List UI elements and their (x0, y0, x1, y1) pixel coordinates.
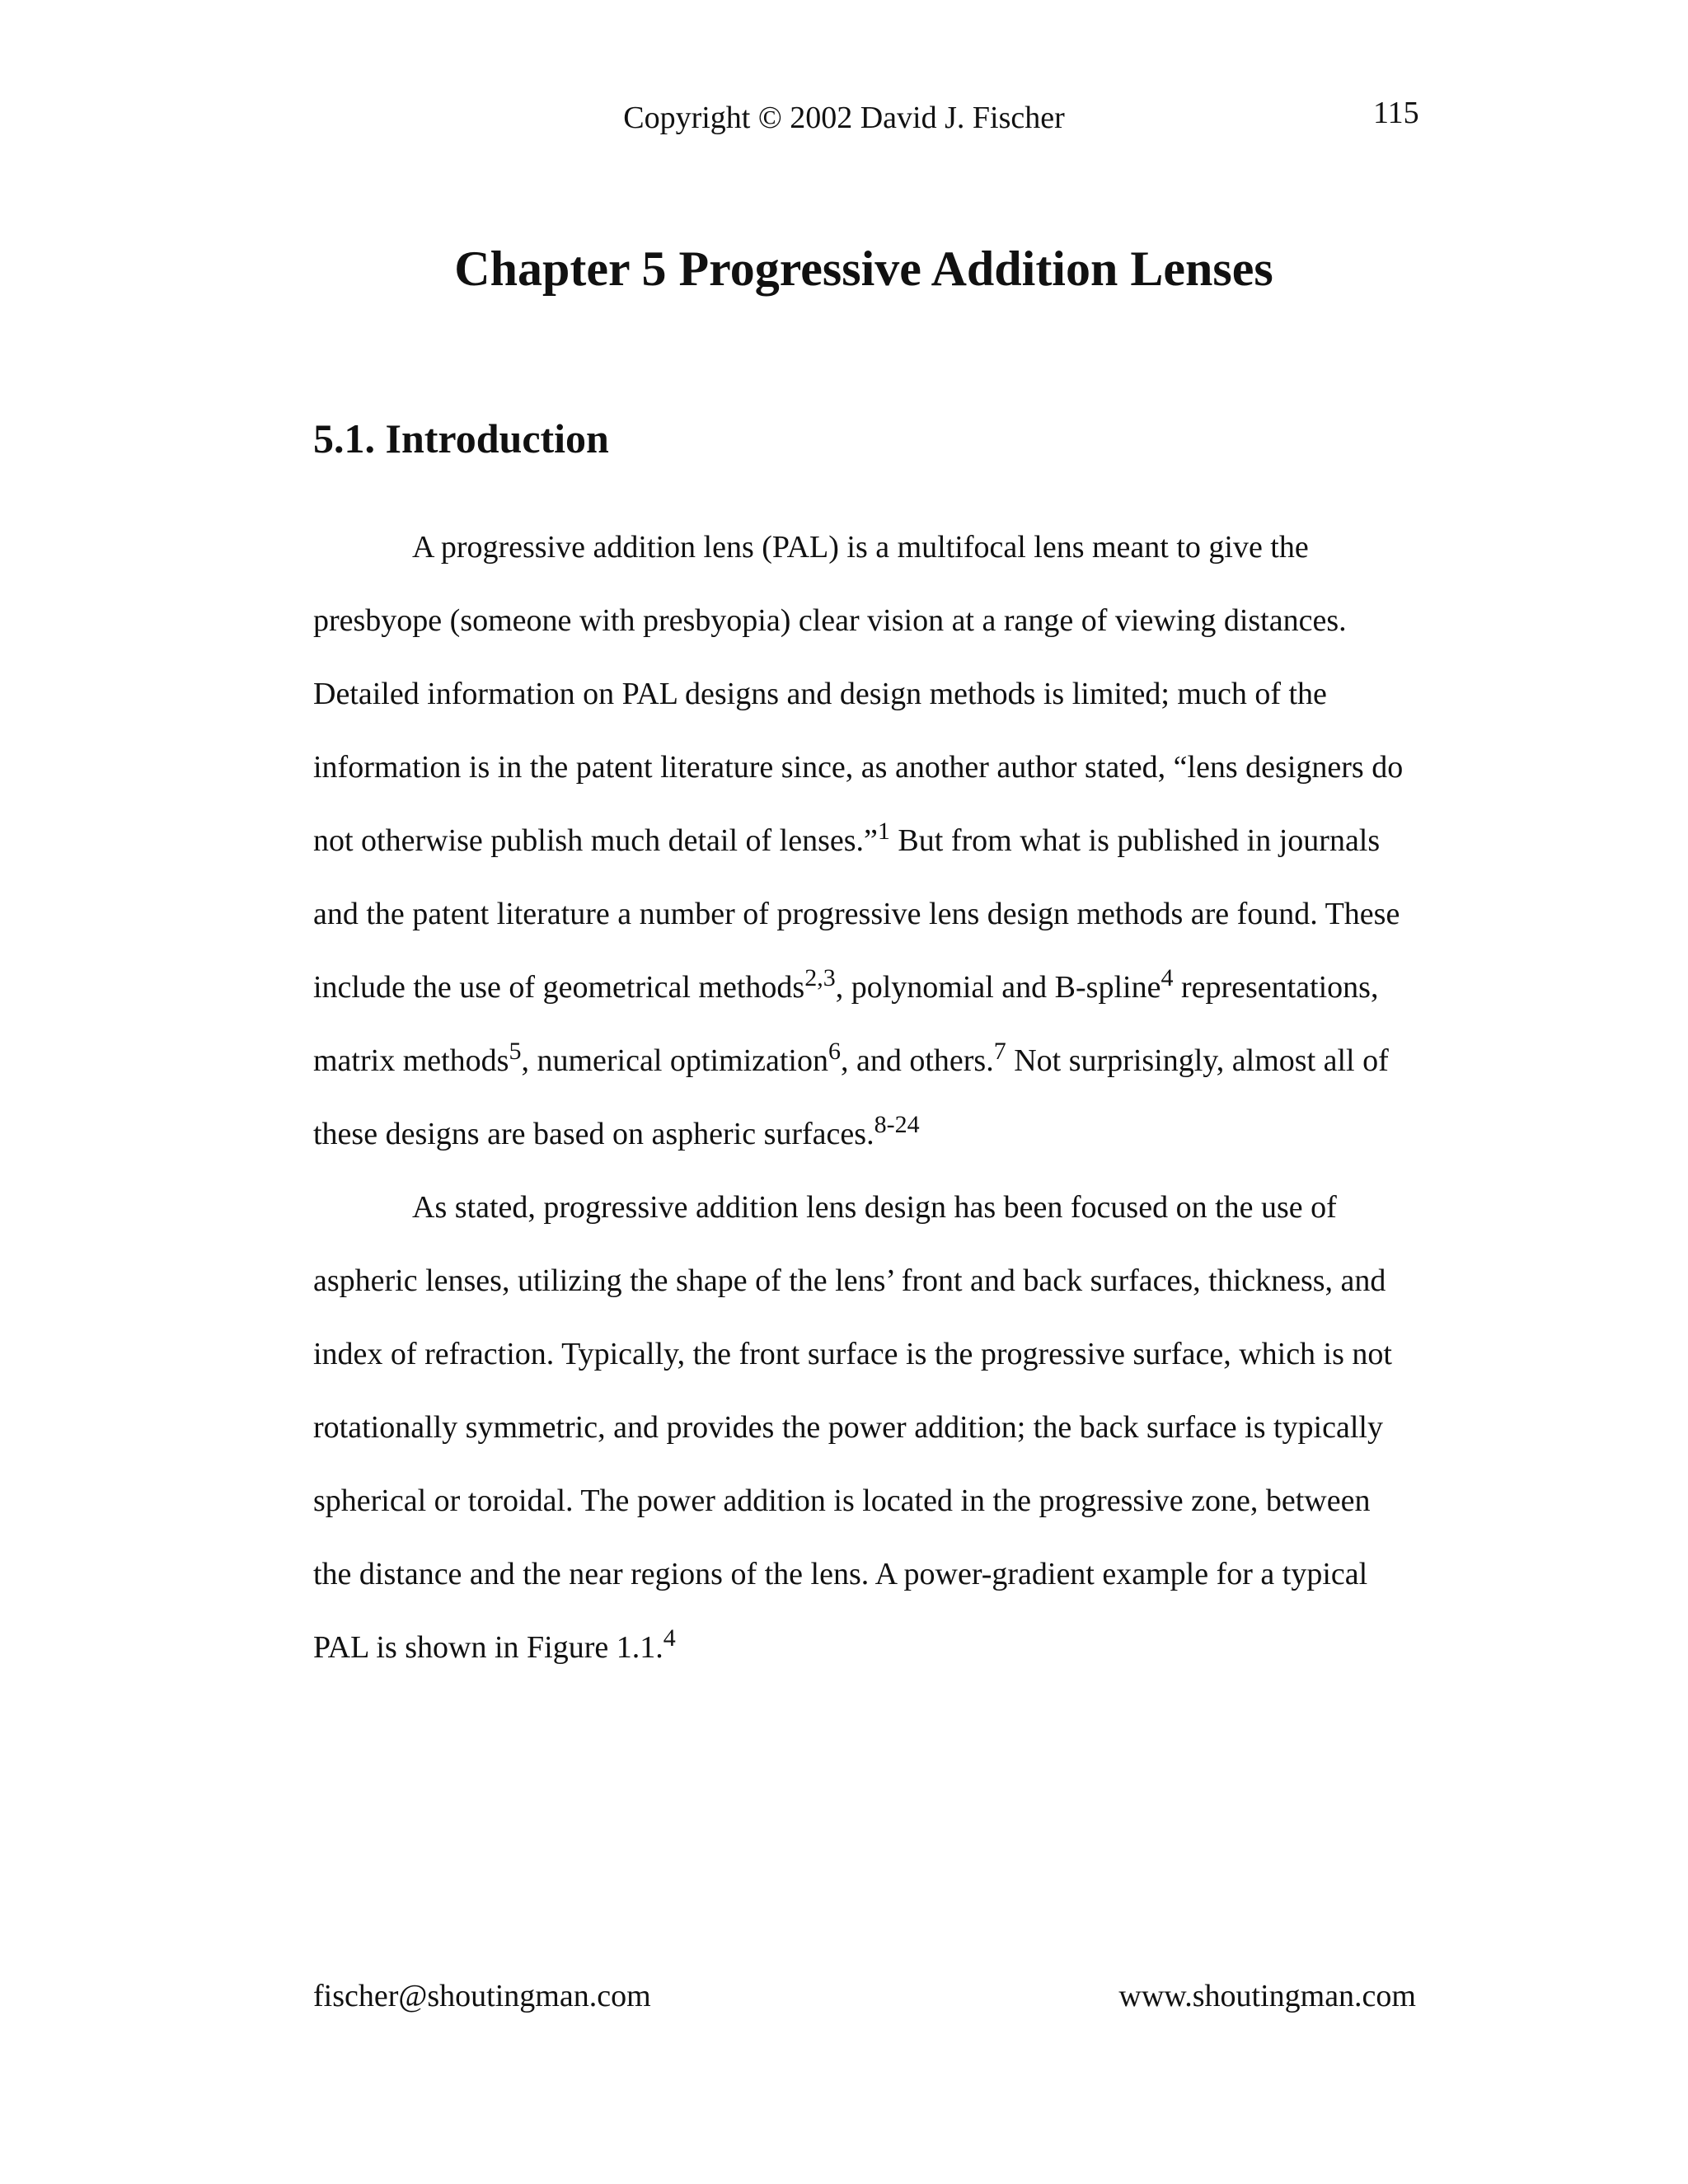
text-line (313, 1391, 1422, 1465)
body-text (313, 511, 1422, 1685)
text-run: rotationally symmetric, and provides the power addition; the back surface is typically (313, 1410, 1383, 1445)
text-run: , and others. (840, 1043, 994, 1078)
footnote-ref: 7 (993, 1038, 1006, 1065)
text-run: presbyope (someone with presbyopia) clear vision at a range of viewing distances. (313, 603, 1347, 638)
footnote-ref: 1 (877, 818, 890, 845)
text-run: Detailed information on PAL designs and design methods is limited; much of the (313, 677, 1327, 711)
section-title: 5.1. Introduction (313, 415, 609, 462)
text-run: the distance and the near regions of the lens. A power-gradient example for a typical (313, 1557, 1368, 1591)
text-line (313, 1171, 1422, 1244)
text-run: , polynomial and B-spline (835, 970, 1161, 1005)
text-run: not otherwise publish much detail of lenses.” (313, 823, 878, 858)
text-run: and the patent literature a number of progressive lens design methods are found. These (313, 897, 1400, 931)
text-line (313, 731, 1422, 804)
text-run: information is in the patent literature since, as another author stated, “lens designers do (313, 750, 1404, 785)
text-run: spherical or toroidal. The power addition is located in the progressive zone, between (313, 1483, 1371, 1518)
text-run: aspheric lenses, utilizing the shape of the lens’ front and back surfaces, thickness, and (313, 1263, 1386, 1298)
chapter-title: Chapter 5 Progressive Addition Lenses (454, 241, 1273, 296)
text-line (313, 1465, 1422, 1538)
footnote-ref: 4 (663, 1624, 676, 1652)
text-run: these designs are based on aspheric surfaces. (313, 1117, 874, 1151)
text-run: PAL is shown in Figure 1.1. (313, 1630, 663, 1665)
page-number: 115 (1373, 96, 1419, 130)
text-line (313, 1098, 1422, 1171)
text-run: index of refraction. Typically, the front surface is the progressive surface, which is not (313, 1337, 1392, 1371)
text-line (313, 1024, 1422, 1098)
text-line (313, 584, 1422, 658)
paragraph-2 (313, 1171, 1422, 1685)
text-run: representations, (1173, 970, 1379, 1005)
text-run: include the use of geometrical methods (313, 970, 805, 1005)
footer-website: www.shoutingman.com (1118, 1979, 1416, 2013)
text-run: , numerical optimization (521, 1043, 828, 1078)
text-run: Not surprisingly, almost all of (1006, 1043, 1389, 1078)
paragraph-1 (313, 511, 1422, 1171)
footnote-ref: 6 (828, 1038, 841, 1065)
footnote-ref: 8-24 (874, 1111, 920, 1138)
footer-email: fischer@shoutingman.com (313, 1979, 651, 2013)
text-line (313, 1611, 1422, 1685)
text-line (313, 878, 1422, 951)
text-line (313, 804, 1422, 878)
text-run: matrix methods (313, 1043, 509, 1078)
text-line (313, 658, 1422, 731)
footnote-ref: 2,3 (804, 964, 836, 991)
text-run: But from what is published in journals (889, 823, 1381, 858)
footnote-ref: 4 (1160, 964, 1174, 991)
footnote-ref: 5 (509, 1038, 522, 1065)
text-run: As stated, progressive addition lens design has been focused on the use of (412, 1190, 1337, 1225)
text-run: A progressive addition lens (PAL) is a multifocal lens meant to give the (412, 530, 1309, 565)
text-line (313, 1538, 1422, 1611)
text-line (313, 511, 1422, 584)
text-line (313, 1318, 1422, 1391)
text-line (313, 1244, 1422, 1318)
header-copyright: Copyright © 2002 David J. Fischer (623, 101, 1065, 135)
text-line (313, 951, 1422, 1024)
